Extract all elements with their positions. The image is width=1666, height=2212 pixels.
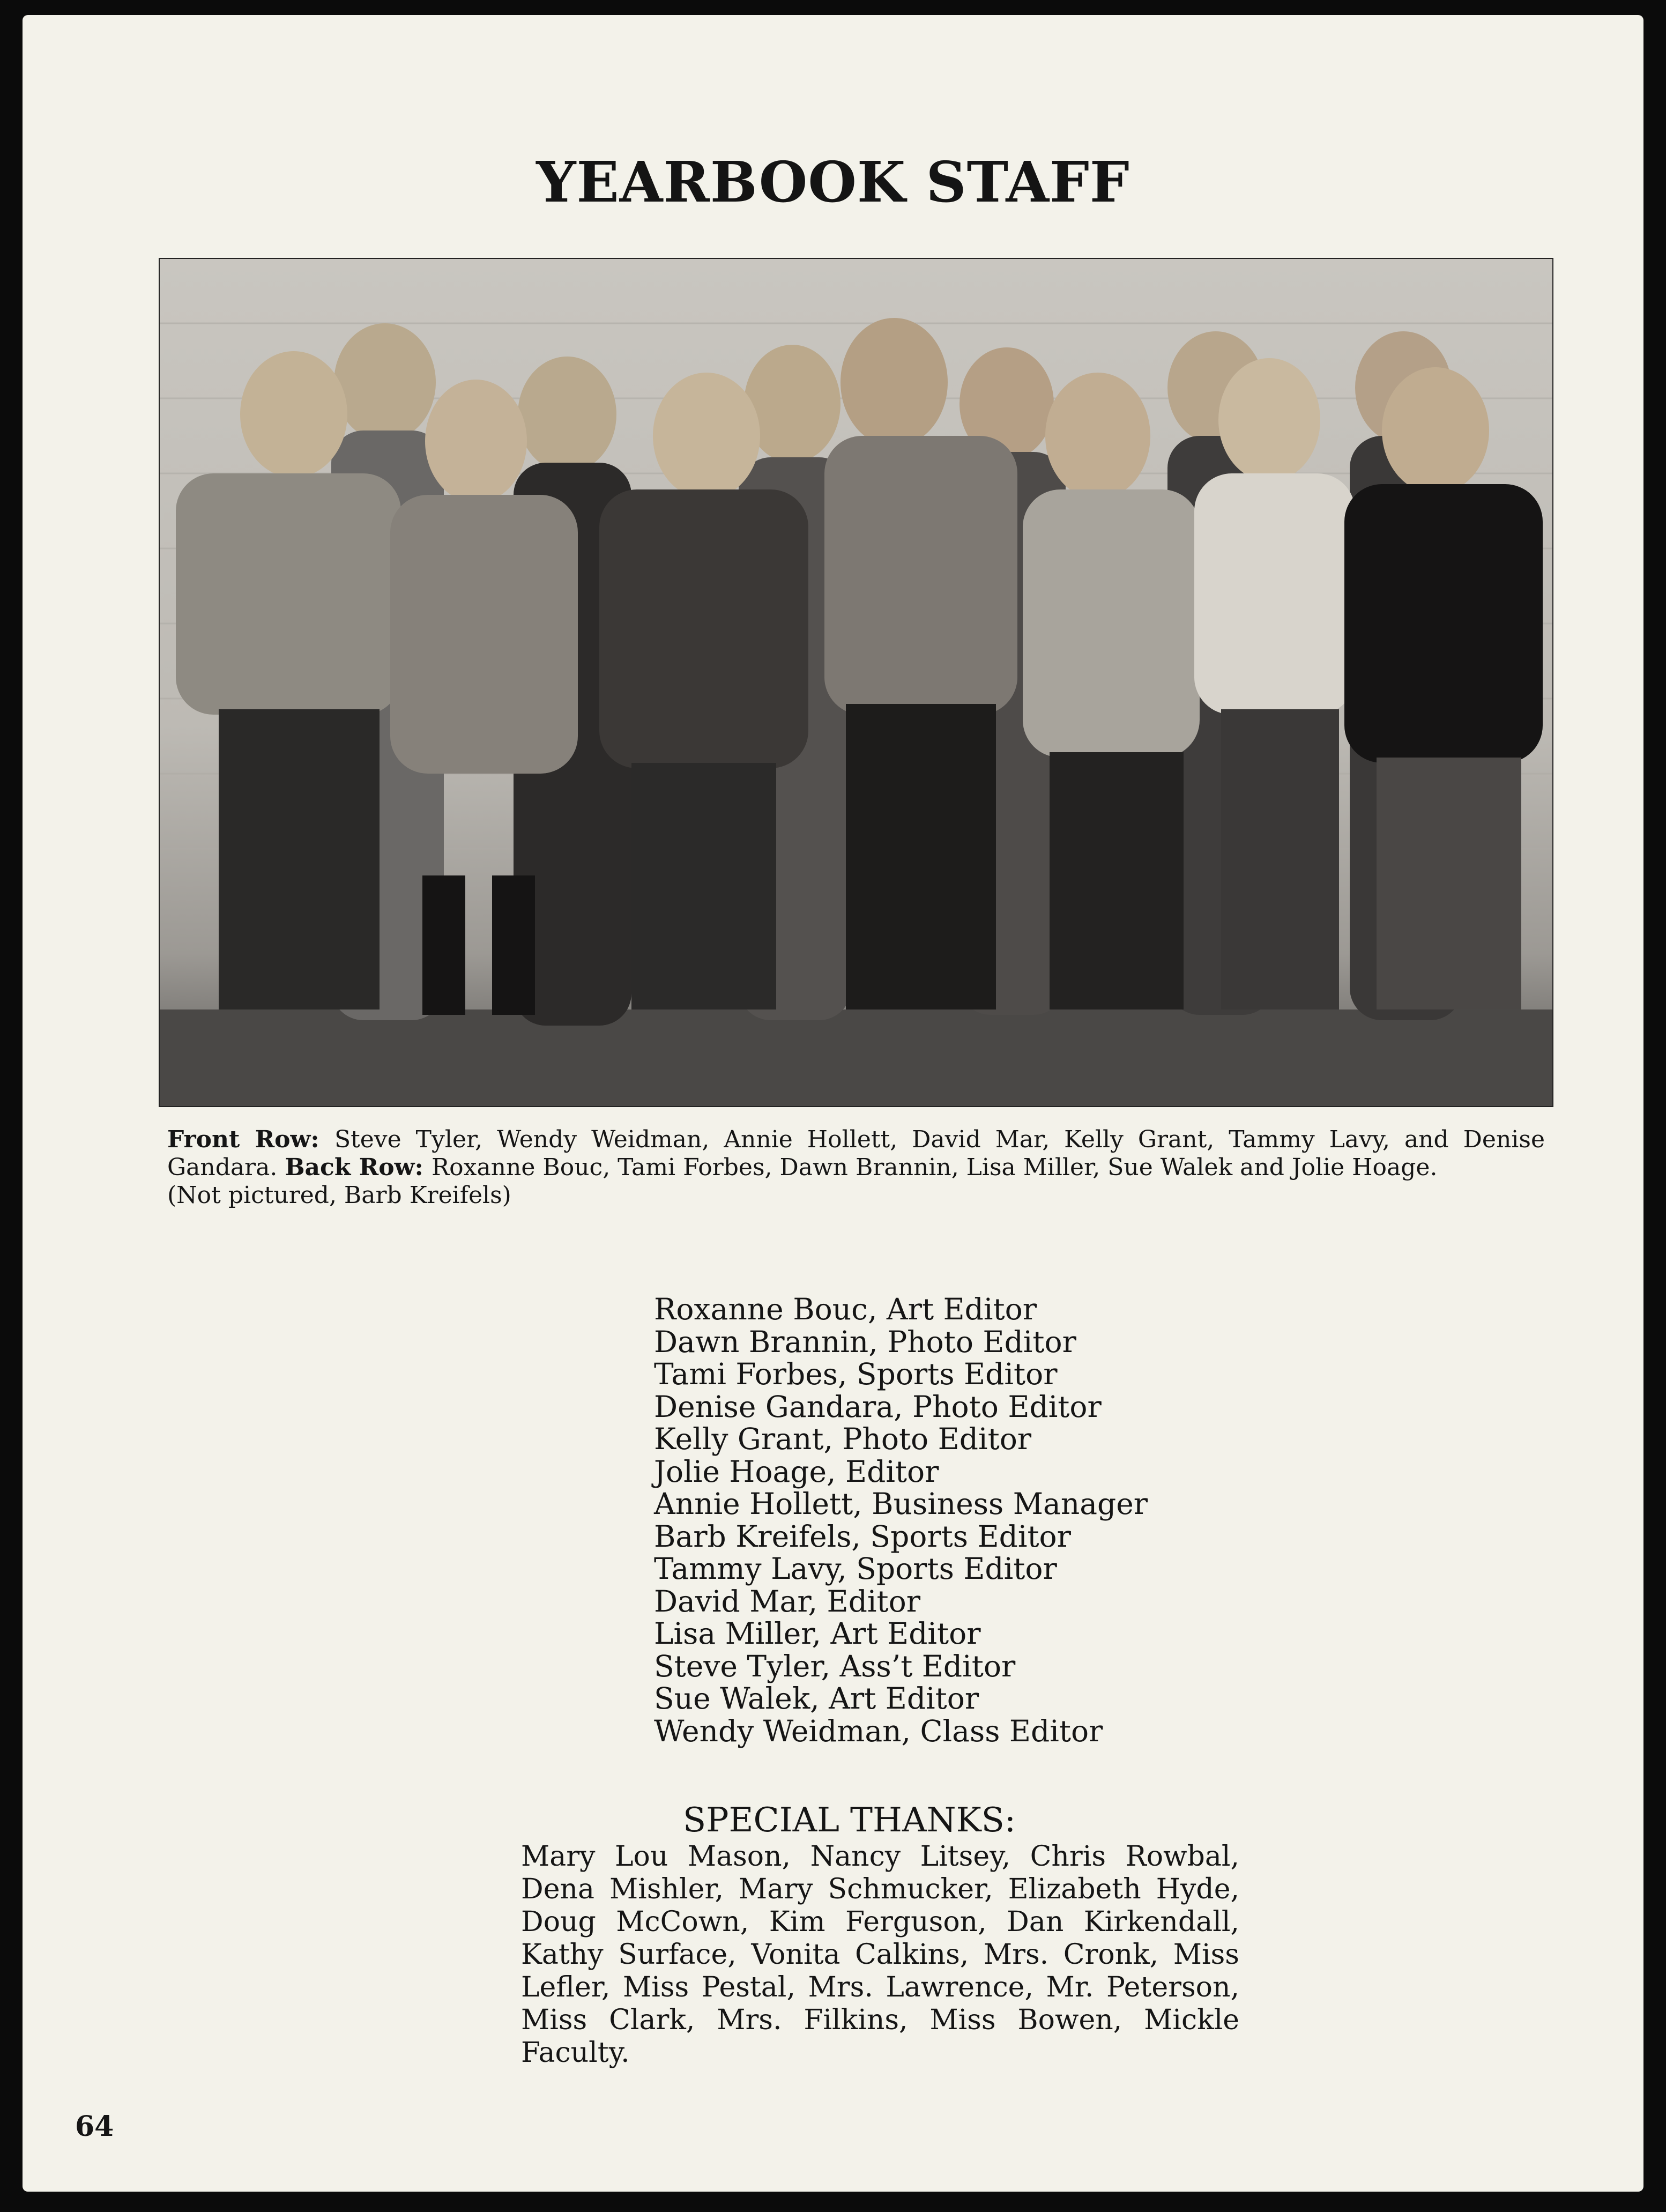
- staff-entry: Sue Walek, Art Editor: [654, 1681, 979, 1716]
- back-row-label: Back Row:: [285, 1154, 432, 1181]
- staff-entry: Tammy Lavy, Sports Editor: [654, 1552, 1057, 1586]
- staff-entry: Barb Kreifels, Sports Editor: [654, 1519, 1071, 1554]
- photo-caption: [167, 1126, 1545, 1209]
- not-pictured-note: (Not pictured, Barb Kreifels): [167, 1182, 511, 1209]
- staff-entry: Wendy Weidman, Class Editor: [654, 1713, 1103, 1748]
- front-row-label: Front Row:: [167, 1126, 334, 1153]
- page-title: YEARBOOK STAFF: [536, 149, 1130, 215]
- staff-entry: Denise Gandara, Photo Editor: [654, 1389, 1102, 1424]
- staff-entry: Dawn Brannin, Photo Editor: [654, 1324, 1076, 1359]
- staff-entry: Lisa Miller, Art Editor: [654, 1616, 981, 1651]
- staff-entry: Annie Hollett, Business Manager: [654, 1487, 1148, 1521]
- yearbook-page: [23, 15, 1643, 2192]
- staff-entry: Roxanne Bouc, Art Editor: [654, 1292, 1037, 1326]
- page-number: 64: [75, 2110, 114, 2143]
- staff-entry: Tami Forbes, Sports Editor: [654, 1357, 1058, 1391]
- back-row-names: Roxanne Bouc, Tami Forbes, Dawn Brannin, Lisa Miller, Sue Walek and Jolie Hoage.: [432, 1154, 1438, 1181]
- special-thanks-text: Mary Lou Mason, Nancy Litsey, Chris Rowbal, Dena Mishler, Mary Schmucker, Elizabeth Hyde, Doug McCown, Kim Ferguson, Dan Kirkendall, Kathy Surface, Vonita Calkins, Mrs. Cronk, Miss Lefler, Miss Pestal, Mrs. Lawrence, Mr. Peterson, Miss Clark, Mrs. Filkins, Miss Bowen, Mickle Faculty.: [521, 1840, 1239, 2069]
- staff-entry: David Mar, Editor: [654, 1584, 921, 1619]
- staff-list: [654, 1293, 1297, 1747]
- special-thanks-heading: SPECIAL THANKS:: [683, 1800, 1016, 1839]
- group-photo-illustration: [160, 259, 1552, 1106]
- group-photo: [159, 258, 1553, 1107]
- staff-entry: Kelly Grant, Photo Editor: [654, 1422, 1032, 1456]
- staff-entry: Jolie Hoage, Editor: [654, 1454, 939, 1489]
- front-row-names: Steve Tyler, Wendy Weidman, Annie Hollett, David Mar, Kelly Grant, Tammy Lavy, and Denise Gandara.: [167, 1126, 1545, 1181]
- staff-entry: Steve Tyler, Ass’t Editor: [654, 1649, 1016, 1683]
